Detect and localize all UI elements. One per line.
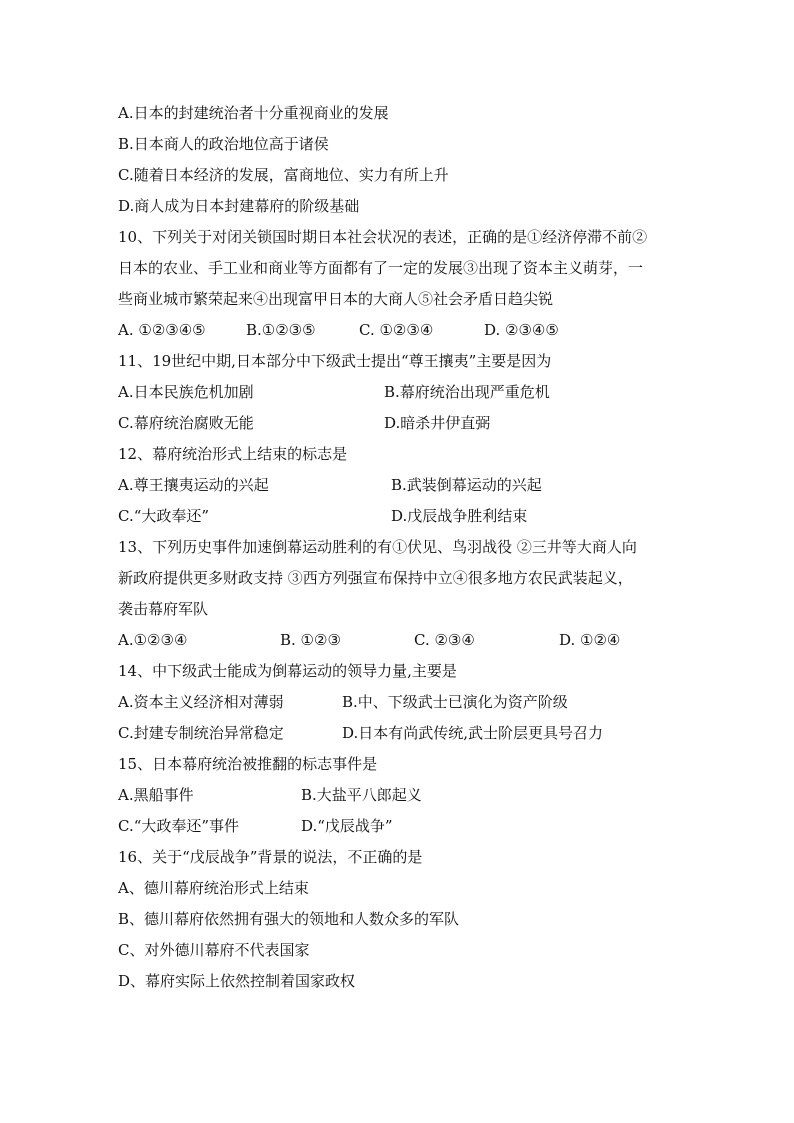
q10-option-a: A. ①②③④⑤ [118, 321, 206, 339]
q13-stem-line-3: 袭击幕府军队 [118, 600, 209, 618]
q14-stem: 14、中下级武士能成为倒幕运动的领导力量,主要是 [118, 662, 457, 680]
q11-option-a: A.日本民族危机加剧 [118, 383, 254, 401]
q11-option-b: B.幕府统治出现严重危机 [384, 383, 550, 401]
q13-stem-line-2: 新政府提供更多财政支持 ③西方列强宣布保持中立④很多地方农民武装起义， [118, 569, 633, 587]
q15-option-a: A.黑船事件 [118, 786, 194, 804]
q11-options-row-1 [118, 377, 678, 408]
q13-stem-line-1: 13、下列历史事件加速倒幕运动胜利的有①伏见、鸟羽战役 ②三井等大商人向 [118, 538, 637, 556]
q12-stem: 12、幕府统治形式上结束的标志是 [118, 445, 348, 463]
q12-option-d: D.戊辰战争胜利结束 [391, 507, 528, 525]
q14-options-row-1 [118, 687, 678, 718]
q10-stem-line-3: 些商业城市繁荣起来④出现富甲日本的大商人⑤社会矛盾日趋尖锐 [118, 290, 554, 308]
q16-option-a: A、德川幕府统治形式上结束 [118, 879, 309, 897]
q16-option-b: B、德川幕府依然拥有强大的领地和人数众多的军队 [118, 910, 460, 928]
q15-option-c: C.“大政奉还”事件 [118, 817, 240, 835]
q14-options-row-2 [118, 718, 678, 749]
q11-option-c: C.幕府统治腐败无能 [118, 414, 254, 432]
q12-option-b: B.武装倒幕运动的兴起 [391, 476, 542, 494]
q15-stem: 15、日本幕府统治被推翻的标志事件是 [118, 755, 378, 773]
q16-option-c: C、对外德川幕府不代表国家 [118, 941, 310, 959]
q11-option-d: D.暗杀井伊直弼 [384, 414, 491, 432]
q16-option-d: D、幕府实际上依然控制着国家政权 [118, 972, 356, 990]
q10-stem-line-1: 10、下列关于对闭关锁国时期日本社会状况的表述，正确的是①经济停滞不前② [118, 228, 648, 246]
exam-page [118, 98, 678, 997]
q14-option-c: C.封建专制统治异常稳定 [118, 724, 284, 742]
q11-options-row-2 [118, 408, 678, 439]
q15-option-d: D.“戊辰战争” [301, 817, 393, 835]
q14-option-d: D.日本有尚武传统,武士阶层更具号召力 [342, 724, 604, 742]
q13-option-d: D. ①②④ [559, 631, 621, 649]
q16-stem: 16、关于“戊辰战争”背景的说法，不正确的是 [118, 848, 423, 866]
q15-option-b: B.大盐平八郎起义 [301, 786, 422, 804]
q12-options-row-1 [118, 470, 678, 501]
q13-option-b: B. ①②③ [280, 631, 341, 649]
q11-stem: 11、19世纪中期,日本部分中下级武士提出“尊王攘夷”主要是因为 [118, 352, 552, 370]
q12-options-row-2 [118, 501, 678, 532]
q9-option-a: A.日本的封建统治者十分重视商业的发展 [118, 104, 389, 122]
q10-option-d: D. ②③④⑤ [484, 321, 559, 339]
q13-options [118, 625, 678, 656]
q13-option-a: A.①②③④ [118, 631, 188, 649]
q10-option-b: B.①②③⑤ [246, 321, 316, 339]
q9-option-b: B.日本商人的政治地位高于诸侯 [118, 135, 329, 153]
q12-option-c: C.“大政奉还” [118, 507, 210, 525]
q13-option-c: C. ②③④ [414, 631, 475, 649]
q10-option-c: C. ①②③④ [359, 321, 434, 339]
q9-option-d: D.商人成为日本封建幕府的阶级基础 [118, 197, 360, 215]
q14-option-a: A.资本主义经济相对薄弱 [118, 693, 284, 711]
q10-stem-line-2: 日本的农业、手工业和商业等方面都有了一定的发展③出现了资本主义萌芽，一 [118, 259, 644, 277]
q12-option-a: A.尊王攘夷运动的兴起 [118, 476, 269, 494]
q14-option-b: B.中、下级武士已演化为资产阶级 [342, 693, 568, 711]
q15-options-row-1 [118, 780, 678, 811]
q9-option-c: C.随着日本经济的发展，富商地位、实力有所上升 [118, 166, 449, 184]
q10-options [118, 315, 678, 346]
q15-options-row-2 [118, 811, 678, 842]
